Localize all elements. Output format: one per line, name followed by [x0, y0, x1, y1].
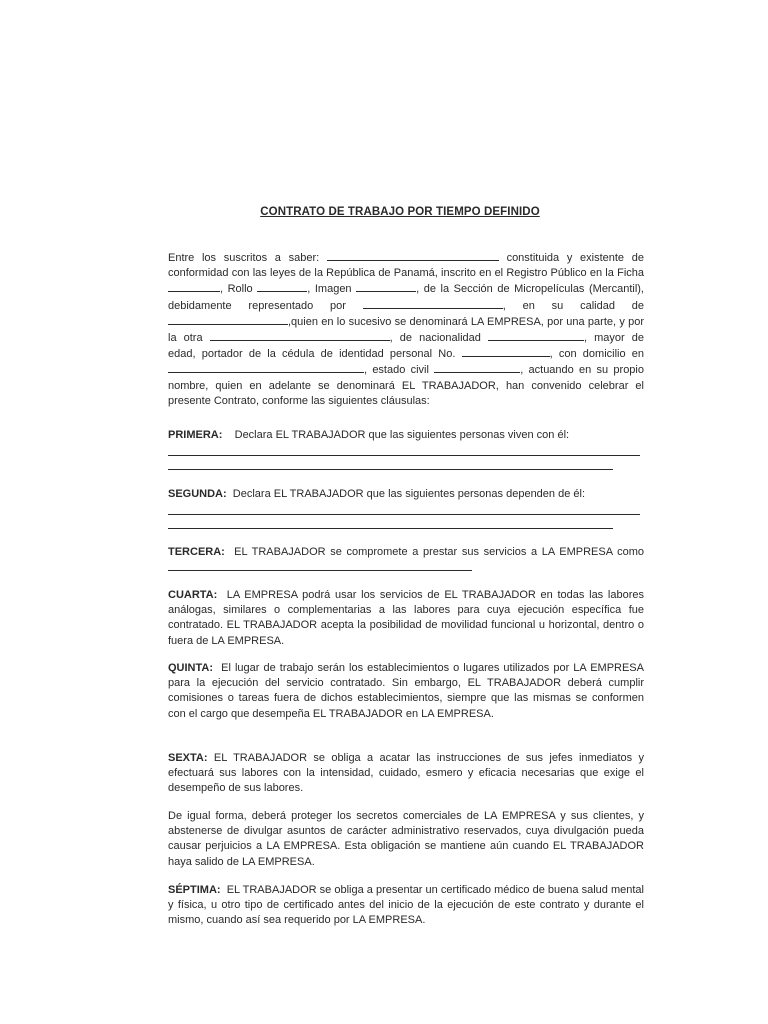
clause-sexta-continued-text: De igual forma, deberá proteger los secretos comerciales de LA EMPRESA y sus clientes, y abstenerse de divulgar asuntos de carácter administrativo reservados, cuya divulgación pueda causar perjuicios a LA EMPRESA. Esta obligación se mantiene aún cuando EL TRABAJADOR haya salido de LA EMPRESA.	[168, 810, 644, 868]
primera-line-1	[168, 455, 640, 456]
clause-septima-label: SÉPTIMA:	[168, 884, 221, 896]
clause-sexta-continued	[168, 809, 644, 870]
clause-segunda	[168, 487, 644, 502]
intro-text-8: , de nacionalidad	[389, 332, 481, 345]
document-title: CONTRATO DE TRABAJO POR TIEMPO DEFINIDO	[260, 206, 540, 218]
clause-tercera-text: EL TRABAJADOR se compromete a prestar sus servicios a LA EMPRESA como	[234, 546, 644, 558]
intro-text-2: constituida y existente de conformidad con las leyes de la República de Panamá, inscrito en el Registro Público en la Ficha	[168, 252, 644, 280]
clause-sexta-text: EL TRABAJADOR se obliga a acatar las instrucciones de sus jefes inmediatos y efectuará sus labores con la intensidad, cuidado, esmero y eficacia necesarias que exige el desempeño de sus labores.	[168, 752, 644, 795]
worker-name-blank	[210, 330, 390, 341]
intro-text-11: , estado civil	[364, 364, 429, 377]
clause-cuarta-label: CUARTA:	[168, 589, 218, 601]
clause-segunda-label: SEGUNDA:	[168, 488, 227, 500]
segunda-line-1	[168, 514, 640, 515]
intro-text-4: , Imagen	[307, 283, 352, 296]
clause-tercera-label: TERCERA:	[168, 546, 225, 558]
intro-text-7: ,quien en lo sucesivo se denominará LA EMPRESA, por una parte, y por la otra	[168, 315, 644, 345]
intro-text-6: , en su calidad de	[502, 299, 644, 312]
clause-cuarta-text: LA EMPRESA podrá usar los servicios de EL TRABAJADOR en todas las labores análogas, similares o complementarias a las labores para cuya ejecución específica fue contratado. EL TRABAJADOR acepta la posibilidad de movilidad funcional u horizontal, dentro o fuera de LA EMPRESA.	[168, 589, 644, 647]
clause-sexta-label: SEXTA:	[168, 752, 208, 764]
address-blank	[168, 362, 364, 373]
clause-sexta	[168, 751, 644, 797]
id-number-blank	[462, 346, 550, 357]
clause-quinta-text: El lugar de trabajo serán los establecimientos o lugares utilizados por LA EMPRESA para la ejecución del servicio contratado. Sin embargo, EL TRABAJADOR deberá cumplir comisiones o tareas fuera de dichos establecimientos, siempre que las mismas se conformen con el cargo que desempeña EL TRABAJADOR en LA EMPRESA.	[168, 662, 644, 720]
clause-primera-text: Declara EL TRABAJADOR que las siguientes personas viven con él:	[234, 429, 570, 441]
clause-cuarta	[168, 588, 644, 649]
clause-tercera	[168, 545, 644, 576]
representative-blank	[363, 298, 503, 309]
imagen-blank	[356, 281, 416, 292]
primera-line-2	[168, 469, 613, 470]
intro-text-9: , mayor de edad, portador de la cédula de identidad personal No.	[168, 332, 644, 361]
clause-primera-label: PRIMERA:	[168, 429, 223, 441]
clause-segunda-text: Declara EL TRABAJADOR que las siguientes personas dependen de él:	[232, 488, 586, 500]
clause-quinta	[168, 661, 644, 722]
position-blank	[168, 314, 288, 325]
segunda-line-2	[168, 528, 613, 529]
company-name-blank	[327, 250, 499, 261]
intro-text-12: , actuando en su propio nombre, quien en adelante se denominará EL TRABAJADOR, han convenido celebrar el presente Contrato, conforme las siguientes cláusulas:	[168, 364, 644, 407]
civil-status-blank	[434, 362, 520, 373]
clause-septima	[168, 883, 644, 929]
clause-primera	[168, 428, 644, 443]
tercera-blank	[168, 560, 472, 571]
clause-septima-text: EL TRABAJADOR se obliga a presentar un certificado médico de buena salud mental y física, u otro tipo de certificado antes del inicio de la ejecución de este contrato y durante el mismo, cuando así sea requerido por LA EMPRESA.	[168, 884, 644, 927]
intro-text-1: Entre los suscritos a saber:	[168, 252, 320, 264]
intro-text-10: , con domicilio en	[549, 348, 645, 361]
intro-text-3: , Rollo	[220, 283, 253, 296]
intro-text-5: , de la Sección de Micropelículas (Mercantil), debidamente representado por	[168, 283, 644, 312]
rollo-blank	[257, 281, 307, 292]
ficha-blank	[168, 281, 220, 292]
intro-paragraph	[168, 250, 644, 409]
clause-quinta-label: QUINTA:	[168, 662, 214, 674]
nationality-blank	[488, 330, 584, 341]
